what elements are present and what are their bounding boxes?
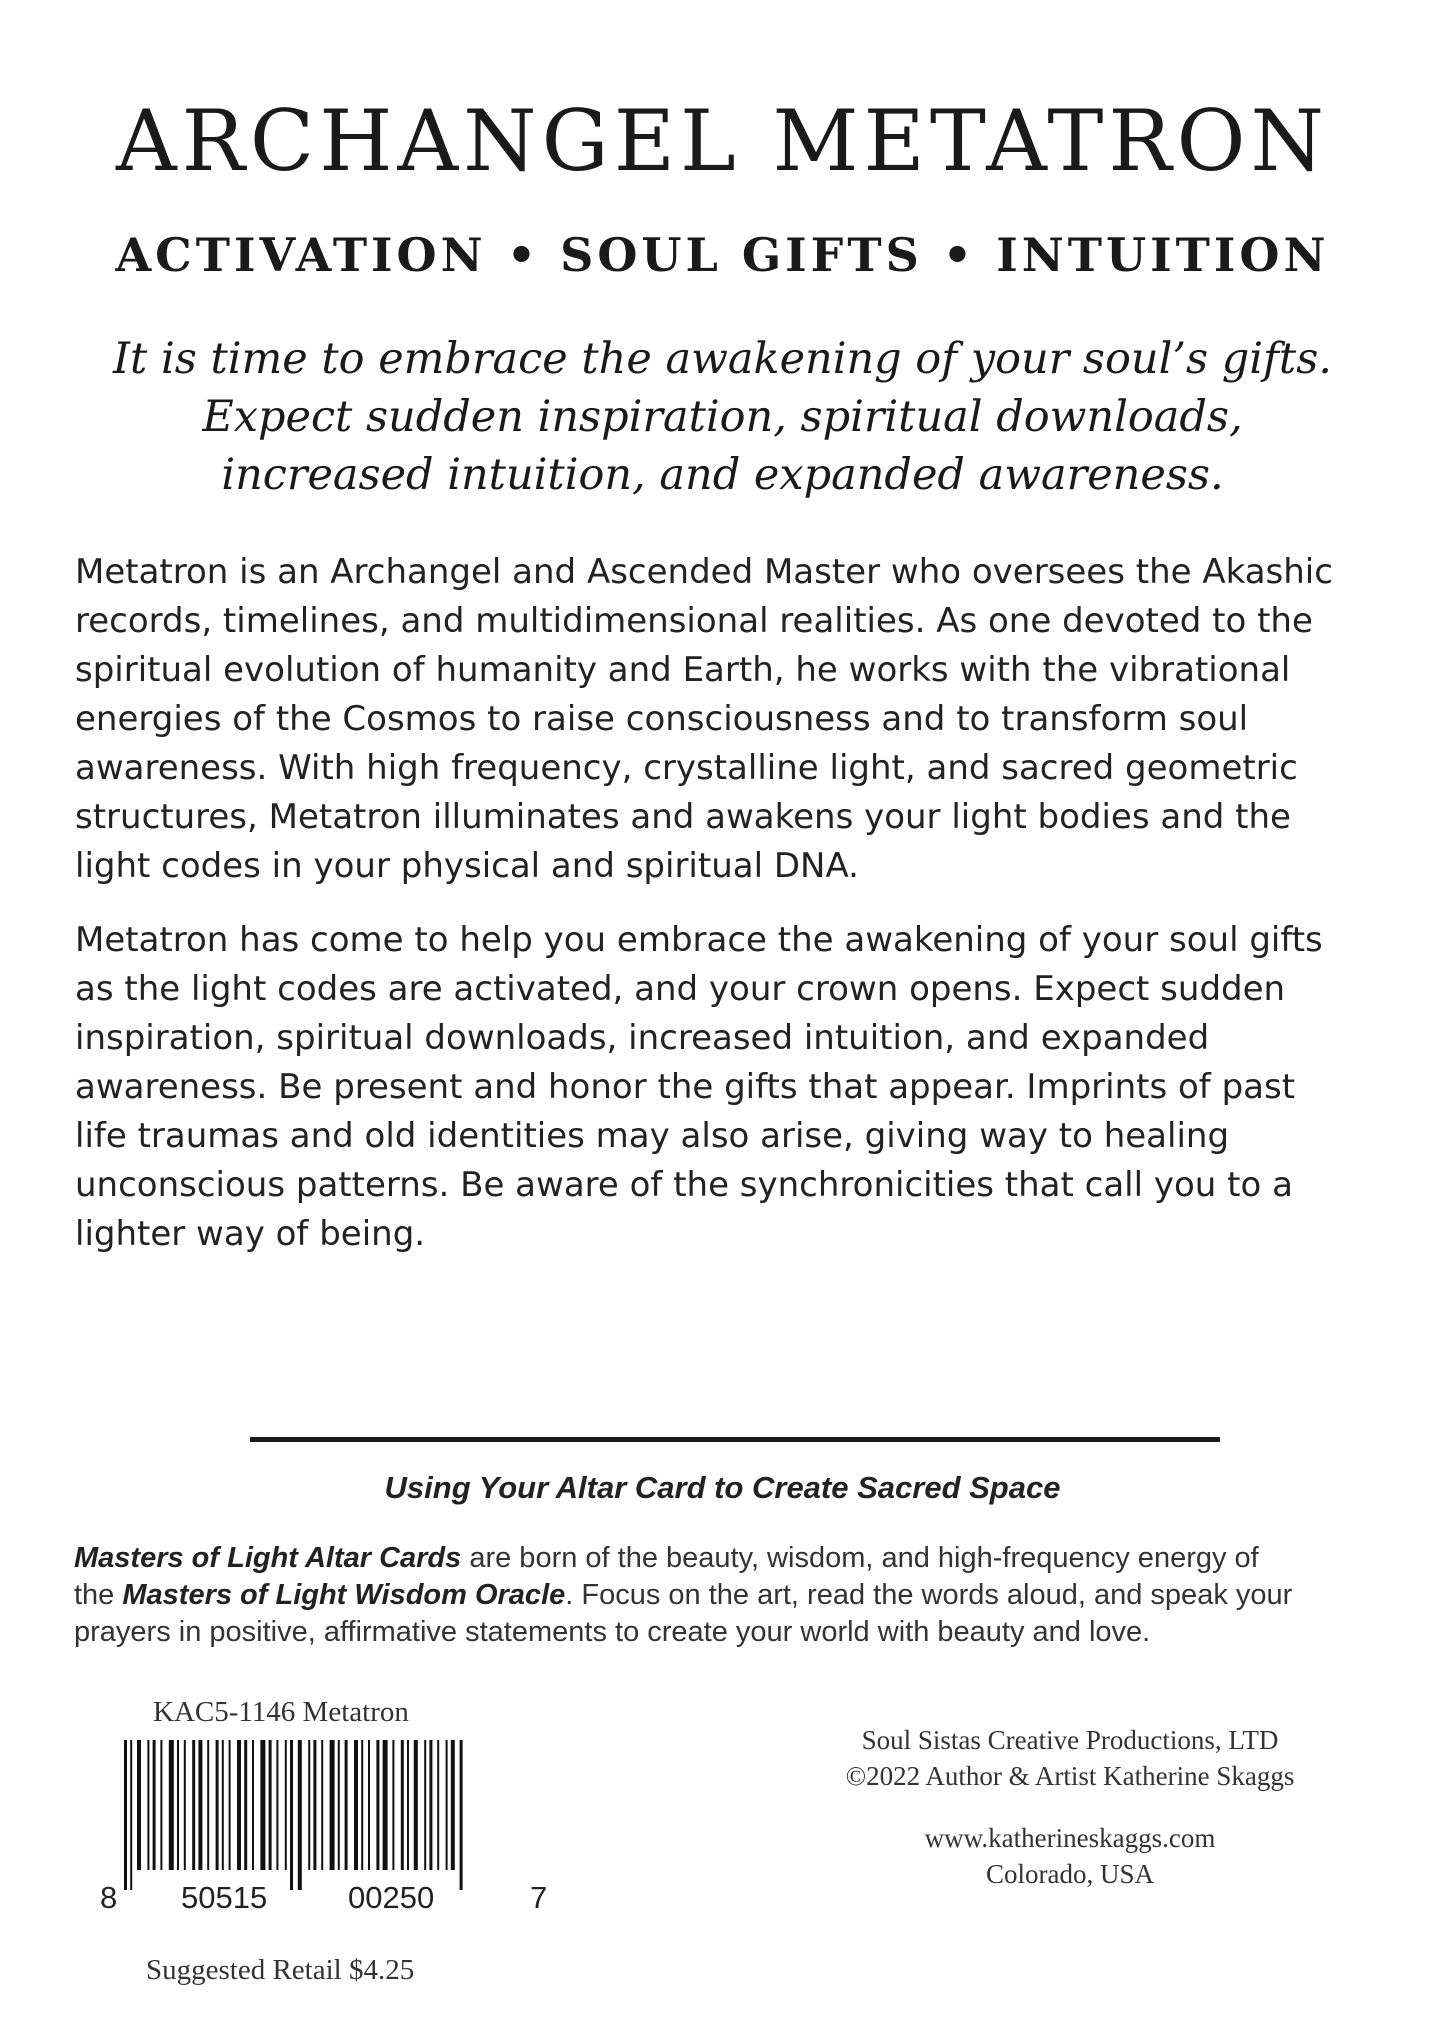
barcode-bar xyxy=(313,1740,316,1870)
barcode-bar xyxy=(308,1740,310,1870)
barcode-bar xyxy=(290,1740,293,1890)
barcode-bar xyxy=(207,1740,209,1870)
usage-text xyxy=(74,1540,1384,1651)
barcode-bar xyxy=(429,1740,432,1870)
usage-heading: Using Your Altar Card to Create Sacred Space xyxy=(384,1470,1061,1505)
barcode-bar xyxy=(345,1740,348,1870)
paragraph-line: life traumas and old identities may also arise, giving way to healing xyxy=(75,1116,1230,1156)
barcode-bar xyxy=(252,1740,254,1870)
paragraph-line: inspiration, spiritual downloads, increased intuition, and expanded xyxy=(75,1018,1210,1058)
paragraph-line: lighter way of being. xyxy=(75,1214,426,1254)
description-paragraph-1 xyxy=(75,548,1375,891)
paragraph-line: light codes in your physical and spiritual DNA. xyxy=(75,846,859,886)
usage-line xyxy=(74,1540,1384,1577)
barcode-bar xyxy=(192,1740,195,1870)
paragraph-line: unconscious patterns. Be aware of the synchronicities that call you to a xyxy=(75,1165,1293,1205)
barcode xyxy=(122,1740,522,1890)
barcode-digit: 00250 xyxy=(348,1880,435,1915)
barcode-bar xyxy=(198,1740,202,1870)
barcode-bar xyxy=(229,1740,231,1870)
barcode-digit: 7 xyxy=(530,1880,548,1915)
publisher-info xyxy=(760,1722,1380,1794)
barcode-bar xyxy=(216,1740,219,1870)
barcode-bar xyxy=(414,1740,418,1870)
barcode-bar xyxy=(184,1740,186,1870)
barcode-bar xyxy=(437,1740,439,1870)
barcode-bar xyxy=(376,1740,379,1870)
tagline-line: It is time to embrace the awakening of your soul’s gifts. xyxy=(113,334,1332,384)
barcode-bar xyxy=(269,1740,272,1870)
barcode-bar xyxy=(392,1740,394,1870)
usage-text-segment: . Focus on the art, read the words aloud, and speak your xyxy=(565,1579,1293,1611)
barcode-bar xyxy=(407,1740,409,1870)
barcode-bar xyxy=(260,1740,265,1870)
publisher-contact xyxy=(760,1820,1380,1892)
barcode-bar xyxy=(244,1740,247,1870)
paragraph-line: Metatron has come to help you embrace the awakening of your soul gifts xyxy=(75,920,1323,960)
barcode-bar xyxy=(153,1740,156,1870)
product-sku: KAC5-1146 Metatron xyxy=(153,1696,409,1728)
paragraph-line: Metatron is an Archangel and Ascended Master who oversees the Akashic xyxy=(75,552,1333,592)
barcode-bar xyxy=(177,1740,179,1870)
barcode-bar xyxy=(124,1740,127,1890)
paragraph-line: spiritual evolution of humanity and Earth, he works with the vibrational xyxy=(75,650,1291,690)
barcode-bar xyxy=(285,1740,287,1870)
barcode-bar xyxy=(222,1740,224,1870)
barcode-bar xyxy=(147,1740,149,1870)
card-title: ARCHANGEL METATRON xyxy=(116,92,1329,190)
barcode-bar xyxy=(446,1740,448,1870)
publisher-copyright: ©2022 Author & Artist Katherine Skaggs xyxy=(845,1761,1295,1791)
barcode-bar xyxy=(368,1740,370,1870)
paragraph-line: energies of the Cosmos to raise consciousness and to transform soul xyxy=(75,699,1249,739)
barcode-bar xyxy=(338,1740,340,1870)
publisher-website: www.katherineskaggs.com xyxy=(924,1823,1216,1853)
usage-text-segment: the xyxy=(74,1579,123,1611)
barcode-bar xyxy=(130,1740,132,1890)
barcode-bar xyxy=(330,1740,335,1870)
usage-line xyxy=(74,1577,1384,1614)
section-divider xyxy=(250,1437,1220,1442)
barcode-bar xyxy=(424,1740,426,1870)
barcode-bar xyxy=(237,1740,241,1870)
oracle-name: Masters of Light Wisdom Oracle xyxy=(122,1579,566,1611)
barcode-bar xyxy=(401,1740,404,1870)
barcode-digit: 8 xyxy=(100,1880,118,1915)
publisher-company: Soul Sistas Creative Productions, LTD xyxy=(861,1725,1279,1755)
barcode-bar xyxy=(383,1740,388,1870)
barcode-bar xyxy=(354,1740,358,1870)
usage-text-segment: are born of the beauty, wisdom, and high-frequency energy of xyxy=(461,1542,1259,1574)
barcode-bar xyxy=(160,1740,162,1870)
barcode-digit: 50515 xyxy=(181,1880,268,1915)
barcode-bar xyxy=(298,1740,302,1890)
paragraph-line: structures, Metatron illuminates and awakens your light bodies and the xyxy=(75,797,1291,837)
tagline-line: Expect sudden inspiration, spiritual downloads, xyxy=(202,392,1243,442)
suggested-retail: Suggested Retail $4.25 xyxy=(146,1954,415,1986)
usage-line: prayers in positive, affirmative statements to create your world with beauty and love. xyxy=(74,1616,1151,1648)
paragraph-line: awareness. With high frequency, crystalline light, and sacred geometric xyxy=(75,748,1298,788)
barcode-bar xyxy=(361,1740,363,1870)
tagline xyxy=(0,330,1445,504)
barcode-bar xyxy=(460,1740,463,1890)
barcode-bar xyxy=(321,1740,323,1870)
barcode-bar xyxy=(169,1740,174,1870)
card-subtitle: ACTIVATION • SOUL GIFTS • INTUITION xyxy=(115,228,1330,282)
barcode-bar xyxy=(451,1740,455,1870)
publisher-location: Colorado, USA xyxy=(986,1859,1154,1889)
product-line-name: Masters of Light Altar Cards xyxy=(74,1542,462,1574)
tagline-line: increased intuition, and expanded awareness. xyxy=(221,450,1224,500)
barcode-bar xyxy=(137,1740,141,1870)
paragraph-line: records, timelines, and multidimensional realities. As one devoted to the xyxy=(75,601,1313,641)
paragraph-line: as the light codes are activated, and your crown opens. Expect sudden xyxy=(75,969,1286,1009)
barcode-bar xyxy=(276,1740,278,1870)
description-paragraph-2 xyxy=(75,916,1375,1259)
paragraph-line: awareness. Be present and honor the gifts that appear. Imprints of past xyxy=(75,1067,1296,1107)
